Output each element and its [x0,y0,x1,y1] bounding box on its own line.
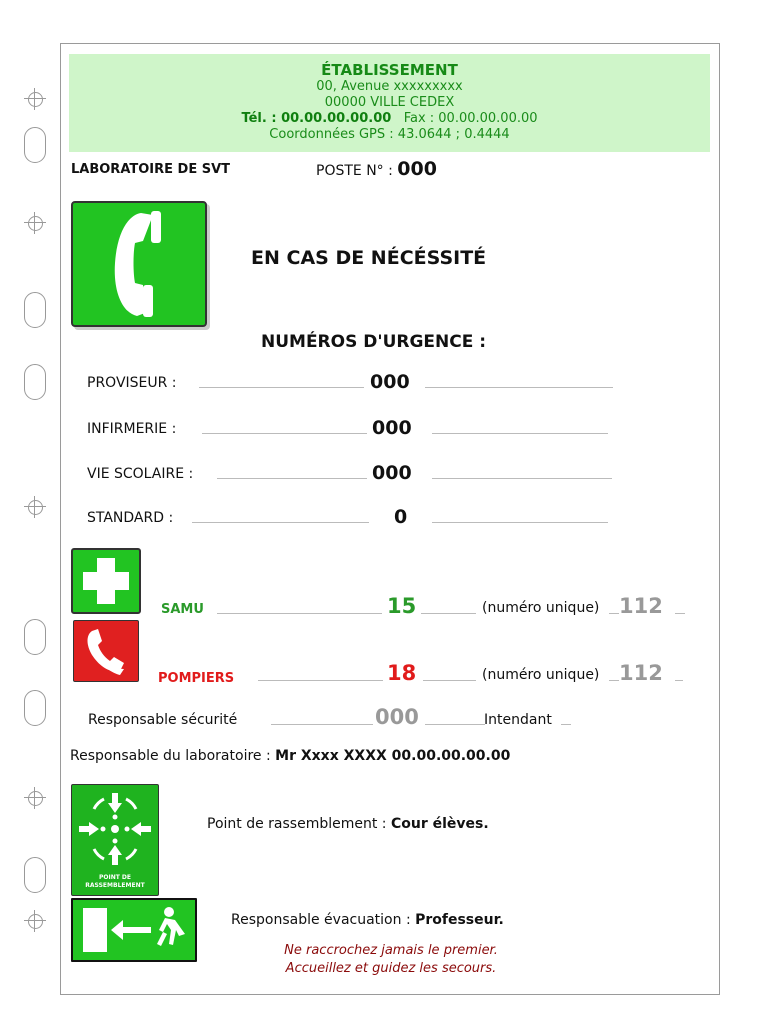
establishment-phone [69,111,710,127]
binder-hole [24,364,46,400]
fill-line [432,478,612,479]
binder-hole [24,127,46,163]
crosshair-mark [24,787,46,809]
security-number: 000 [375,705,419,729]
pompiers-label: POMPIERS [158,671,235,686]
fill-line [675,613,685,614]
security-label: Responsable sécurité [88,712,238,728]
samu-unique-number: 112 [619,594,663,618]
samu-label: SAMU [161,602,204,617]
fill-line [609,613,619,614]
binder-hole [24,292,46,328]
pompiers-number: 18 [387,661,417,685]
assembly-point [207,816,489,832]
closing-line-2: Accueillez et guidez les secours. [285,961,497,976]
fill-line [425,724,485,725]
samu-row [61,594,721,620]
security-role: Intendant [484,712,552,728]
fill-line [192,522,369,523]
fill-line [609,680,619,681]
telephone: Tél. : 00.00.00.00.00 [241,111,392,126]
samu-unique-label: (numéro unique) [482,600,600,616]
closing-instructions [61,942,721,978]
fax: Fax : 00.00.00.00.00 [403,111,538,126]
evacuation-label: Responsable évacuation : [231,912,411,928]
evacuation-value: Professeur. [415,912,504,928]
fill-line [217,613,382,614]
pompiers-unique-number: 112 [619,661,663,685]
fill-line [425,387,613,388]
lab-manager-label: Responsable du laboratoire : [70,748,271,764]
assembly-point-icon [71,784,159,896]
contact-label: STANDARD : [87,510,174,526]
crosshair-mark [24,88,46,110]
assembly-label: Point de rassemblement : [207,816,387,832]
binder-hole [24,857,46,893]
fill-line [432,433,608,434]
green-phone-icon [71,201,207,327]
lab-manager-value: Mr Xxxx XXXX 00.00.00.00.00 [275,748,511,764]
fill-line [423,680,476,681]
fill-line [675,680,683,681]
crosshair-mark [24,496,46,518]
security-row [61,705,721,731]
fill-line [217,478,367,479]
samu-number: 15 [387,594,417,618]
poste-value: 000 [397,158,437,180]
fill-line [258,680,383,681]
crosshair-mark [24,910,46,932]
urgent-title: EN CAS DE NÉCÉSSITÉ [251,247,487,269]
evacuation-responsible [231,912,504,928]
contact-row-proviseur [87,371,647,395]
assembly-value: Cour élèves. [390,816,489,832]
pompiers-unique-label: (numéro unique) [482,667,600,683]
contact-number: 000 [370,371,410,393]
fill-line [432,522,608,523]
fill-line [421,613,476,614]
binder-hole [24,690,46,726]
establishment-name: ÉTABLISSEMENT [321,61,458,79]
fill-line [271,724,373,725]
fill-line [202,433,367,434]
emergency-sheet [60,43,720,995]
contact-row-vie-scolaire [87,462,647,486]
fill-line [199,387,364,388]
gps-coordinates: Coordonnées GPS : 43.0644 ; 0.4444 [269,127,510,142]
pompiers-row [61,661,721,687]
poste-label: POSTE N° : [316,163,393,179]
contact-label: VIE SCOLAIRE : [87,466,194,482]
crosshair-mark [24,212,46,234]
establishment-header [69,54,710,152]
binder-hole [24,619,46,655]
lab-manager [70,748,510,764]
contact-number: 0 [394,506,408,528]
fill-line [561,724,571,725]
contact-number: 000 [372,462,412,484]
assembly-sign-text: POINT DE RASSEMBLEMENT [85,874,145,889]
emergency-numbers-title: NUMÉROS D'URGENCE : [261,332,487,352]
contact-row-infirmerie [87,417,647,441]
contact-row-standard [87,506,647,530]
contact-label: INFIRMERIE : [87,421,177,437]
contact-number: 000 [372,417,412,439]
establishment-address: 00, Avenue xxxxxxxxx [316,79,463,94]
establishment-city: 00000 VILLE CEDEX [324,95,455,110]
lab-name: LABORATOIRE DE SVT [71,162,231,177]
poste-number [316,158,437,180]
contact-label: PROVISEUR : [87,375,177,391]
closing-line-1: Ne raccrochez jamais le premier. [284,943,498,958]
